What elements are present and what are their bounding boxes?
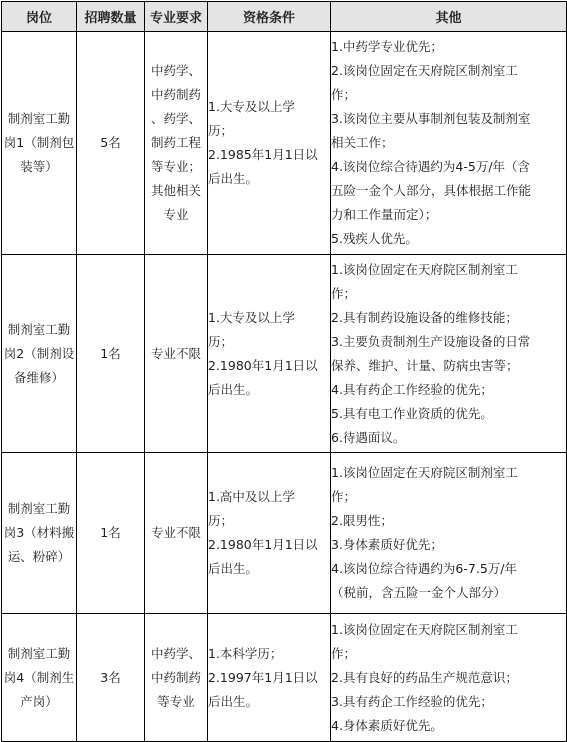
cell-qualification-line: 2.1980年1月1日以	[208, 357, 318, 373]
cell-qualification-line: 后出生。	[208, 561, 259, 576]
cell-major-line: 等专业；	[150, 159, 201, 174]
cell-position-line: 岗4（制剂生	[3, 669, 75, 685]
cell-position-line: 制剂室工勤	[7, 321, 71, 337]
cell-major-line: 专业	[163, 207, 189, 222]
cell-position-line: 制剂室工勤	[7, 111, 71, 126]
cell-other-line: （税前，含五险一金个人部分）	[331, 585, 507, 600]
cell-qualification-line: 1.大专及以上学	[208, 99, 295, 114]
cell-count-text: 1名	[100, 345, 121, 361]
cell-major-line: 中药制药	[150, 669, 201, 685]
cell-other-line: 相关工作；	[331, 135, 394, 150]
header-count: 招聘数量	[77, 2, 145, 32]
cell-qualification-line: 后出生。	[208, 381, 259, 397]
cell-other-line: 五险一金个人部分，具体根据工作能	[331, 183, 532, 198]
cell-position	[2, 32, 77, 255]
cell-qualification	[208, 32, 331, 255]
cell-other	[331, 614, 567, 742]
cell-other-line: 作；	[331, 87, 357, 102]
cell-count	[77, 453, 145, 614]
cell-position-line: 制剂室工勤	[7, 645, 71, 661]
cell-position	[2, 614, 77, 742]
cell-major-line: 制药工程	[150, 135, 201, 150]
cell-major	[145, 255, 208, 453]
cell-other-line: 5.具有电工作业资质的优先。	[331, 405, 493, 421]
cell-other-line: 6.待遇面议。	[331, 429, 406, 445]
cell-qualification-line: 历；	[208, 123, 234, 138]
header-position: 岗位	[2, 2, 77, 32]
cell-other-line: 2.该岗位固定在天府院区制剂室工	[331, 63, 518, 78]
cell-other-line: 1.该岗位固定在天府院区制剂室工	[331, 465, 518, 480]
cell-position	[2, 453, 77, 614]
cell-major-line: 、药学、	[150, 111, 201, 126]
cell-major	[145, 614, 208, 742]
cell-other-line: 3.身体素质好优先；	[331, 537, 443, 552]
cell-other-line: 2.具有制药设施设备的维修技能；	[331, 309, 518, 325]
cell-other	[331, 453, 567, 614]
table-row	[2, 255, 567, 453]
cell-count-text: 5名	[100, 135, 121, 150]
table-row	[2, 32, 567, 255]
cell-other-line: 2.限男性；	[331, 513, 393, 528]
cell-qualification	[208, 453, 331, 614]
cell-major	[145, 32, 208, 255]
cell-qualification-line: 1.本科学历；	[208, 645, 283, 661]
cell-other-line: 1.该岗位固定在天府院区制剂室工	[331, 261, 518, 277]
header-qualification: 资格条件	[208, 2, 331, 32]
cell-qualification-line: 后出生。	[208, 693, 259, 709]
cell-count	[77, 32, 145, 255]
cell-count-text: 1名	[100, 525, 121, 540]
cell-major-line: 中药制药	[150, 87, 201, 102]
cell-other-line: 作；	[331, 285, 357, 301]
cell-other-line: 保养、维护、计量、防病虫害等；	[331, 357, 519, 373]
cell-major-line: 专业不限	[150, 525, 201, 540]
cell-qualification	[208, 255, 331, 453]
cell-qualification-line: 2.1997年1月1日以	[208, 669, 318, 685]
cell-other-line: 作；	[331, 489, 357, 504]
cell-count-text: 3名	[100, 669, 121, 685]
cell-other-line: 4.该岗位综合待遇约为4-5万/年（含	[331, 159, 531, 174]
cell-other-line: 2.具有良好的药品生产规范意识；	[331, 669, 518, 685]
cell-position-line: 备维修）	[13, 369, 64, 385]
cell-qualification-line: 2.1985年1月1日以	[208, 147, 318, 162]
cell-position-line: 制剂室工勤	[7, 501, 71, 516]
cell-other-line: 力和工作量而定）；	[331, 207, 438, 222]
cell-other-line: 1.该岗位固定在天府院区制剂室工	[331, 621, 518, 637]
cell-other	[331, 32, 567, 255]
cell-other-line: 3.该岗位主要从事制剂包装及制剂室	[331, 111, 531, 126]
cell-count	[77, 255, 145, 453]
cell-qualification-line: 历；	[208, 513, 234, 528]
cell-other-line: 3.主要负责制剂生产设施设备的日常	[331, 333, 531, 349]
cell-other-line: 作；	[331, 645, 357, 661]
cell-position-line: 运、粉碎）	[7, 549, 71, 564]
recruitment-table	[1, 1, 567, 742]
cell-other-line: 4.身体素质好优先。	[331, 717, 443, 733]
header-row	[2, 2, 567, 32]
table-row	[2, 614, 567, 742]
cell-position-line: 装等）	[20, 159, 58, 174]
cell-major-line: 等专业	[157, 693, 195, 709]
cell-other-line: 4.该岗位综合待遇约为6-7.5万/年	[331, 561, 517, 576]
cell-count	[77, 614, 145, 742]
cell-position-line: 产岗）	[20, 693, 58, 709]
cell-qualification-line: 1.大专及以上学	[208, 309, 295, 325]
header-other: 其他	[331, 2, 567, 32]
cell-other-line: 4.具有药企工作经验的优先；	[331, 381, 493, 397]
cell-other	[331, 255, 567, 453]
table-body	[2, 32, 567, 742]
cell-position-line: 岗3（材料搬	[3, 525, 75, 540]
cell-qualification-line: 2.1980年1月1日以	[208, 537, 318, 552]
header-major: 专业要求	[145, 2, 208, 32]
cell-position	[2, 255, 77, 453]
cell-other-line: 3.具有药企工作经验的优先；	[331, 693, 493, 709]
cell-qualification	[208, 614, 331, 742]
cell-major-line: 中药学、	[150, 645, 201, 661]
table-row	[2, 453, 567, 614]
cell-other-line: 1.中药学专业优先；	[331, 39, 443, 54]
cell-position-line: 岗1（制剂包	[3, 135, 75, 150]
cell-major-line: 其他相关	[150, 183, 201, 198]
cell-qualification-line: 1.高中及以上学	[208, 489, 295, 504]
cell-major-line: 专业不限	[150, 345, 201, 361]
cell-other-line: 5.残疾人优先。	[331, 231, 418, 246]
cell-major-line: 中药学、	[150, 63, 201, 78]
cell-qualification-line: 历；	[208, 333, 234, 349]
cell-major	[145, 453, 208, 614]
cell-position-line: 岗2（制剂设	[3, 345, 75, 361]
cell-qualification-line: 后出生。	[208, 171, 259, 186]
